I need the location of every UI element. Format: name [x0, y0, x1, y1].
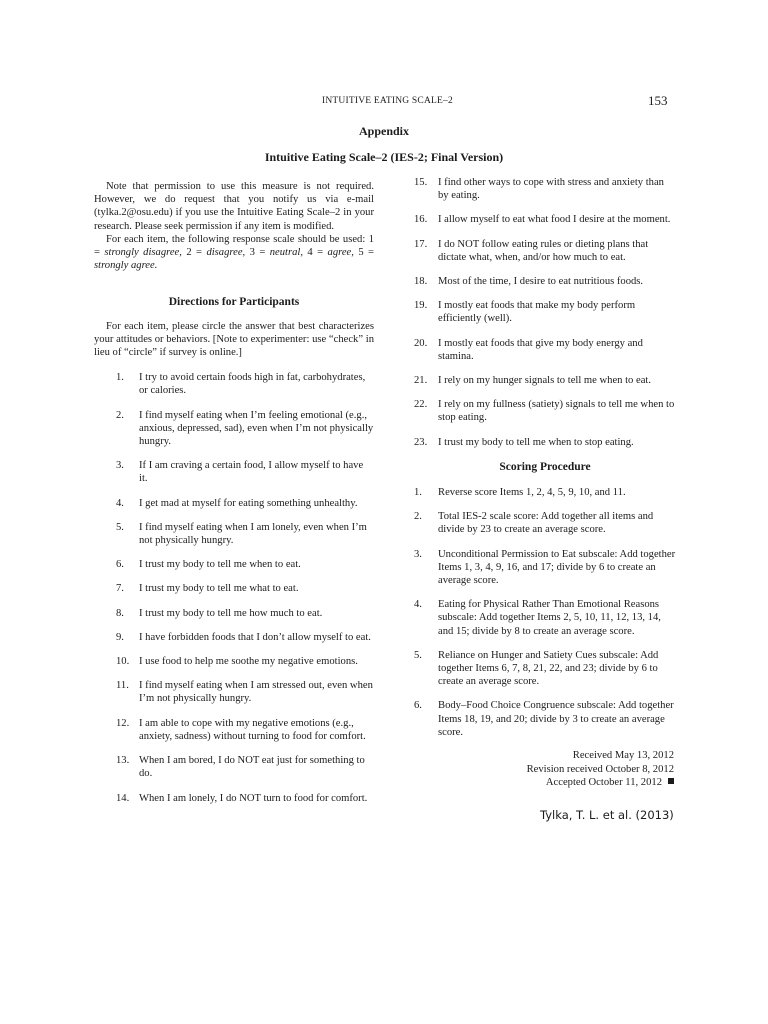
item-number: 17. — [414, 238, 428, 250]
accepted-date: Accepted October 11, 2012 — [545, 776, 662, 788]
item-number: 9. — [116, 631, 124, 643]
item-number: 2. — [414, 511, 422, 523]
item-number: 6. — [414, 700, 422, 712]
item-number: 3. — [116, 460, 124, 472]
intro-paragraph-2: For each item, the following response scale should be used: 1 = strongly disagree, 2 = disagree, 3 = neutral, 4 = agree, 5 = strongly agree. — [94, 233, 375, 272]
list-item — [94, 607, 374, 620]
item-number: 16. — [414, 214, 428, 226]
list-item — [94, 409, 374, 449]
item-text: I get mad at myself for eating something unhealthy. — [139, 497, 358, 509]
item-text: I use food to help me soothe my negative emotions. — [139, 656, 358, 668]
item-text: I have forbidden foods that I don’t allow myself to eat. — [139, 631, 371, 643]
list-item — [414, 238, 676, 264]
item-number: 6. — [116, 559, 124, 571]
item-number: 8. — [116, 607, 124, 619]
left-column — [94, 180, 374, 805]
item-text: I trust my body to tell me when to eat. — [139, 559, 301, 571]
item-text: I mostly eat foods that make my body perform efficiently (well). — [438, 300, 636, 325]
item-number: 5. — [116, 521, 124, 533]
scoring-heading: Scoring Procedure — [499, 460, 591, 473]
received-dates — [414, 749, 676, 789]
list-item — [414, 398, 676, 424]
item-text: I trust my body to tell me when to stop eating. — [438, 436, 634, 448]
list-item — [94, 371, 374, 397]
list-item — [414, 176, 676, 202]
item-number: 2. — [116, 409, 124, 421]
item-number: 21. — [414, 375, 428, 387]
item-number: 1. — [414, 487, 422, 499]
list-item — [414, 275, 676, 288]
item-text: Body–Food Choice Congruence subscale: Add together Items 18, 19, and 20; divide by 3 to create an average score. — [438, 700, 674, 738]
list-item — [94, 631, 374, 644]
item-number: 18. — [414, 276, 428, 288]
list-item — [414, 374, 676, 387]
item-number: 22. — [414, 399, 428, 411]
item-text: I trust my body to tell me what to eat. — [139, 583, 299, 595]
item-number: 7. — [116, 583, 124, 595]
item-number: 15. — [414, 177, 428, 188]
list-item — [94, 679, 374, 705]
received-date: Received May 13, 2012 — [572, 750, 674, 762]
list-item — [94, 582, 374, 595]
item-text: Reliance on Hunger and Satiety Cues subscale: Add together Items 6, 7, 8, 21, 22, and 23; divide by 6 to create an average score. — [438, 649, 659, 688]
item-text: I try to avoid certain foods high in fat, carbohydrates, or calories. — [139, 372, 366, 397]
list-item — [414, 486, 676, 499]
item-text: I find myself eating when I am lonely, even when I’m not physically hungry. — [139, 521, 367, 547]
item-number: 3. — [414, 548, 422, 560]
list-item — [94, 521, 374, 547]
running-head: INTUITIVE EATING SCALE–2 — [322, 96, 453, 106]
scale-title: Intuitive Eating Scale–2 (IES-2; Final Version) — [264, 150, 504, 164]
list-item — [94, 717, 374, 743]
item-text: I trust my body to tell me how much to eat. — [139, 607, 323, 619]
list-item — [414, 510, 676, 536]
item-number: 12. — [116, 717, 130, 729]
list-item — [414, 213, 676, 226]
item-text: I rely on my hunger signals to tell me when to eat. — [438, 375, 652, 387]
item-text: Total IES-2 scale score: Add together all items and divide by 23 to create an average score. — [438, 511, 654, 536]
accepted-line — [414, 776, 674, 789]
item-text: Eating for Physical Rather Than Emotional Reasons subscale: Add together Items 2, 5, 10, 11, 12, 13, 14, and 15; divide by 8 to create an average score. — [438, 599, 661, 637]
item-number: 4. — [116, 497, 124, 509]
item-number: 19. — [414, 300, 428, 312]
citation: Tylka, T. L. et al. (2013) — [540, 808, 674, 822]
list-item — [414, 436, 676, 449]
item-text: I rely on my fullness (satiety) signals to tell me when to stop eating. — [438, 399, 675, 424]
item-text: When I am lonely, I do NOT turn to food for comfort. — [139, 792, 368, 804]
item-text: I find myself eating when I’m feeling emotional (e.g., anxious, depressed, sad), even when I’m not physically hungry. — [139, 409, 374, 448]
list-item — [94, 558, 374, 571]
revision-date: Revision received October 8, 2012 — [526, 763, 674, 775]
item-text: When I am bored, I do NOT eat just for something to do. — [139, 755, 365, 780]
list-item — [414, 337, 676, 363]
item-list-left — [94, 371, 374, 804]
list-item — [414, 598, 676, 638]
list-item — [94, 655, 374, 668]
list-item — [94, 754, 374, 780]
page-number: 153 — [648, 93, 668, 108]
item-text: I am able to cope with my negative emotions (e.g., anxiety, sadness) without turning to food for comfort. — [139, 717, 366, 742]
list-item — [94, 792, 374, 805]
item-number: 23. — [414, 436, 428, 448]
item-text: I mostly eat foods that give my body energy and stamina. — [438, 337, 643, 362]
item-number: 14. — [116, 792, 130, 804]
scoring-steps — [414, 486, 676, 739]
item-number: 20. — [414, 337, 428, 349]
list-item — [414, 299, 676, 325]
item-text: I find other ways to cope with stress and anxiety than by eating. — [438, 177, 664, 202]
list-item — [414, 548, 676, 588]
item-text: Unconditional Permission to Eat subscale: Add together Items 1, 3, 4, 9, 16, and 17; divide by 6 to create an average score. — [438, 548, 676, 587]
item-text: Most of the time, I desire to eat nutritious foods. — [438, 276, 644, 288]
item-text: If I am craving a certain food, I allow myself to have it. — [139, 460, 364, 485]
list-item — [414, 649, 676, 689]
item-number: 11. — [116, 680, 129, 692]
list-item — [414, 699, 676, 739]
right-column — [414, 176, 676, 789]
list-item — [94, 497, 374, 510]
directions-heading: Directions for Participants — [168, 296, 300, 309]
item-text: I do NOT follow eating rules or dieting plans that dictate what, when, and/or how much to eat. — [438, 238, 649, 263]
item-number: 13. — [116, 755, 130, 767]
item-number: 5. — [414, 649, 422, 661]
directions-text: For each item, please circle the answer that best characterizes your attitudes or behaviors. [Note to experimenter: use “check” in lieu of “circle” if survey is online.] — [94, 320, 374, 359]
page-header — [0, 93, 768, 112]
item-text: I find myself eating when I am stressed out, even when I’m not physically hungry. — [139, 680, 373, 705]
item-number: 1. — [116, 372, 124, 384]
item-number: 10. — [116, 656, 130, 668]
item-number: 4. — [414, 599, 422, 611]
item-text: Reverse score Items 1, 2, 4, 5, 9, 10, and 11. — [438, 487, 626, 499]
list-item — [94, 459, 374, 485]
item-list-right — [414, 176, 676, 449]
item-text: I allow myself to eat what food I desire at the moment. — [438, 214, 671, 226]
intro-paragraph-1: Note that permission to use this measure is not required. However, we do request that you notify us via e-mail (tylka.2@osu.edu) if you use the Intuitive Eating Scale–2 in your research. Please seek permission if any item is modified. — [94, 181, 374, 232]
end-mark-icon — [668, 778, 674, 784]
appendix-label: Appendix — [358, 124, 410, 138]
